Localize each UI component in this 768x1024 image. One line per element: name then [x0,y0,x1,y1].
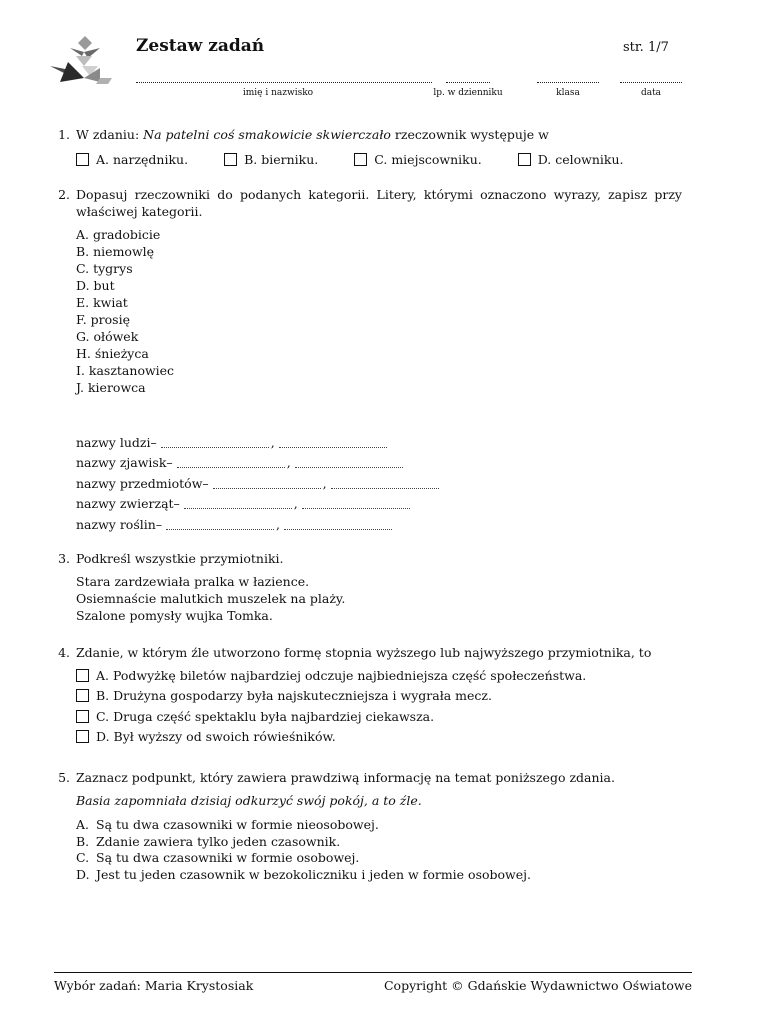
question-3 [54,550,682,624]
list-item: H. śnieżyca [76,346,149,361]
answer-blank[interactable] [177,457,285,468]
list-item: I. kasztanowiec [76,363,175,378]
category-animals: nazwy zwierząt– , [76,494,682,515]
category-plants: nazwy roślin– , [76,514,682,535]
checkbox[interactable] [224,153,237,166]
name-field-label: imię i nazwisko [242,88,314,98]
tangram-figure-logo [48,34,114,90]
date-field-label: data [640,88,662,98]
sentence[interactable]: Osiemnaście malutkich muszelek na plaży. [76,591,346,606]
answer-blank[interactable] [284,519,392,530]
answer-option-d[interactable]: D. Był wyższy od swoich rówieśników. [76,727,682,748]
date-field[interactable] [620,74,682,83]
question-number: 5. [58,770,70,785]
question-number: 3. [58,551,70,566]
list-item: E. kwiat [76,295,128,310]
page-number: str. 1/7 [623,40,669,55]
question-5 [54,769,682,883]
word-list [76,226,682,396]
footer-divider [54,972,692,973]
answer-blank[interactable] [302,498,410,509]
answer-blank[interactable] [184,498,292,509]
list-item: C. tygrys [76,261,133,276]
answer-option-a[interactable]: A. Są tu dwa czasowniki w formie nieosobowej. [76,817,379,832]
category-people: nazwy ludzi– , [76,432,682,453]
list-item: A. gradobicie [76,227,161,242]
checkbox[interactable] [76,730,89,743]
question-4 [54,644,682,747]
answer-blank[interactable] [331,478,439,489]
class-number-field[interactable] [446,74,490,83]
answer-blank[interactable] [295,457,403,468]
question-1 [54,126,682,168]
question-text: Dopasuj rzeczowniki do podanych kategorii. Litery, którymi oznaczono wyrazy, zapisz przy właściwej kategorii. [76,187,682,219]
list-item: B. niemowlę [76,244,155,259]
checkbox[interactable] [76,153,89,166]
answer-options [76,151,682,168]
answer-options [76,665,682,747]
category-objects: nazwy przedmiotów– , [76,473,682,494]
checkbox[interactable] [518,153,531,166]
list-item: J. kierowca [76,380,146,395]
class-field-label: klasa [556,88,580,98]
answer-option-c[interactable]: C. Są tu dwa czasowniki w formie osobowej. [76,850,360,865]
answer-option-a[interactable]: A. Podwyżkę biletów najbardziej odczuje najbiedniejsza część społeczeństwa. [76,665,682,686]
checkbox[interactable] [76,669,89,682]
question-text: Zdanie, w którym źle utworzono formę stopnia wyższego lub najwyższego przymiotnika, to [76,645,652,660]
list-item: D. but [76,278,115,293]
answer-option-a[interactable]: A. narzędniku. [76,151,188,168]
answer-option-b[interactable]: B. bierniku. [224,151,318,168]
footer-copyright: Copyright © Gdańskie Wydawnictwo Oświatowe [383,978,692,993]
class-number-field-label: lp. w dzienniku [433,88,503,98]
answer-blank[interactable] [161,437,269,448]
question-2 [54,186,682,535]
answer-option-d[interactable]: D. celowniku. [518,151,624,168]
name-field[interactable] [136,74,432,83]
answer-blank[interactable] [213,478,321,489]
answer-option-d[interactable]: D. Jest tu jeden czasownik w bezokoliczniku i jeden w formie osobowej. [76,866,531,882]
footer-author: Wybór zadań: Maria Krystosiak [54,978,254,993]
answer-option-c[interactable]: C. miejscowniku. [354,151,481,168]
answer-options [76,817,682,883]
list-item: F. prosię [76,312,130,327]
list-item: G. ołówek [76,329,139,344]
question-text: Zaznacz podpunkt, który zawiera prawdziwą informację na temat poniższego zdania. [76,770,615,785]
page-title: Zestaw zadań [136,36,265,56]
answer-option-c[interactable]: C. Druga część spektaklu była najbardziej ciekawsza. [76,706,682,727]
answer-option-b[interactable]: B. Drużyna gospodarzy była najskuteczniejsza i wygrała mecz. [76,686,682,707]
checkbox[interactable] [354,153,367,166]
class-field[interactable] [537,74,599,83]
question-number: 1. [58,127,70,142]
category-list [76,432,682,535]
example-sentence: Basia zapomniała dzisiaj odkurzyć swój pokój, a to źle. [76,793,422,808]
checkbox[interactable] [76,689,89,702]
checkbox[interactable] [76,710,89,723]
sentence[interactable]: Stara zardzewiała pralka w łazience. [76,574,310,589]
sentence[interactable]: Szalone pomysły wujka Tomka. [76,608,273,623]
question-text: W zdaniu: Na patelni coś smakowicie skwierczało rzeczownik występuje w [76,127,549,142]
question-number: 2. [58,187,70,202]
question-number: 4. [58,645,70,660]
category-phenomena: nazwy zjawisk– , [76,453,682,474]
question-text: Podkreśl wszystkie przymiotniki. [76,551,284,566]
answer-option-b[interactable]: B. Zdanie zawiera tylko jeden czasownik. [76,833,341,849]
answer-blank[interactable] [279,437,387,448]
answer-blank[interactable] [166,519,274,530]
